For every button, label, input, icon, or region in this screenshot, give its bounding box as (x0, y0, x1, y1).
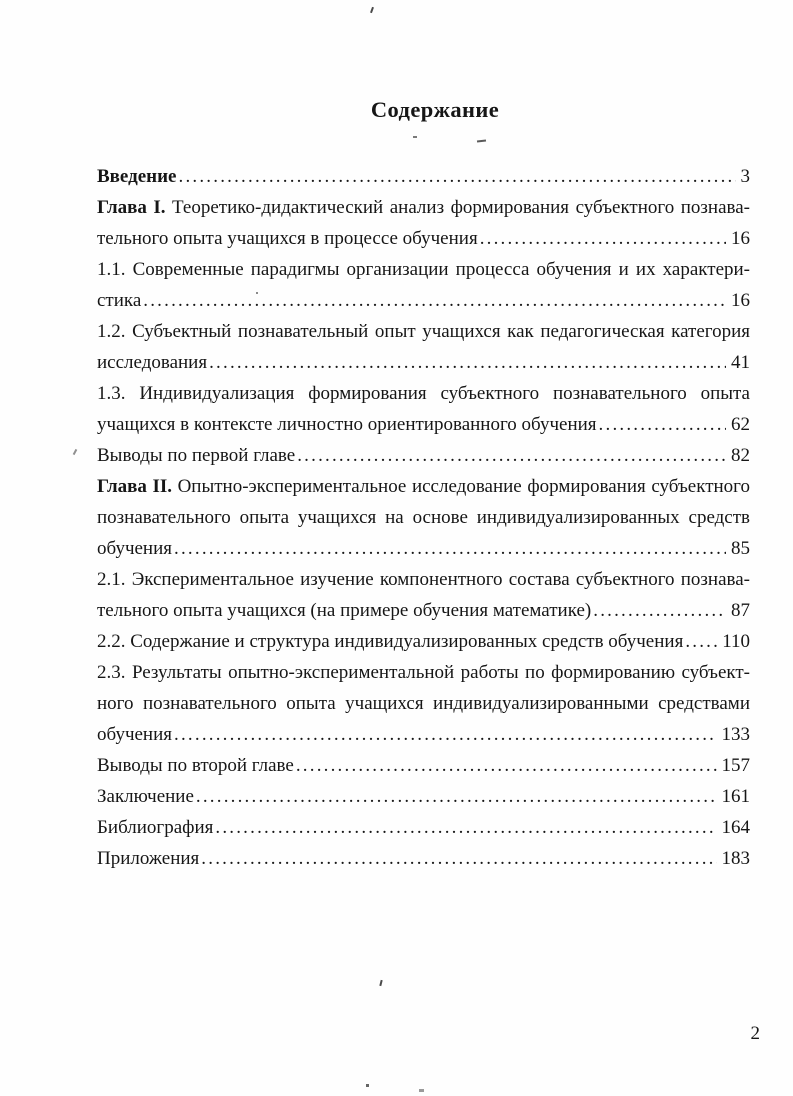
toc-label: Приложения (97, 848, 200, 869)
toc-label: Заключение (97, 786, 194, 807)
dot-leader (209, 347, 726, 378)
toc-line (97, 595, 750, 626)
toc-list (97, 161, 750, 874)
dot-leader (179, 161, 736, 192)
toc-line (97, 223, 750, 254)
toc-entry (97, 316, 750, 378)
toc-label: 2.3. Результаты опытно-экспериментальной работы по формированию субъект- (97, 662, 750, 683)
toc-label: Выводы по первой главе (97, 445, 296, 466)
toc-page-ref: 82 (731, 445, 750, 466)
dot-leader (685, 626, 717, 657)
toc-line (97, 192, 750, 223)
dot-leader (296, 750, 717, 781)
toc-line (97, 812, 750, 843)
toc-line (97, 254, 750, 285)
toc-line (97, 409, 750, 440)
scan-artifact (366, 1084, 369, 1087)
scan-artifact (477, 139, 486, 142)
toc-entry (97, 471, 750, 564)
toc-page-ref: 16 (731, 290, 750, 311)
toc-entry (97, 750, 750, 781)
toc-label: Библиография (97, 817, 214, 838)
toc-label: ного познавательного опыта учащихся индивидуализированными средствами (97, 693, 750, 714)
toc-entry (97, 812, 750, 843)
toc-label: Глава I. Теоретико-дидактический анализ формирования субъектного познава- (97, 197, 750, 218)
dot-leader (196, 781, 717, 812)
toc-entry (97, 657, 750, 750)
toc-page-ref: 62 (731, 414, 750, 435)
toc-label: учащихся в контексте личностно ориентированного обучения (97, 414, 597, 435)
scan-artifact (73, 449, 78, 455)
toc-line (97, 502, 750, 533)
toc-label: обучения (97, 538, 173, 559)
toc-line (97, 471, 750, 502)
dot-leader (215, 812, 716, 843)
dot-leader (599, 409, 726, 440)
toc-label: стика (97, 290, 142, 311)
dot-leader (480, 223, 726, 254)
toc-page-ref: 133 (721, 724, 750, 745)
toc-line (97, 564, 750, 595)
page-number: 2 (750, 1023, 760, 1044)
toc-page-ref: 157 (721, 755, 750, 776)
toc-label: 2.1. Экспериментальное изучение компонентного состава субъектного познава- (97, 569, 750, 590)
dot-leader (143, 285, 726, 316)
toc-entry (97, 192, 750, 254)
dot-leader (174, 719, 716, 750)
toc-line (97, 440, 750, 471)
dot-leader (297, 440, 726, 471)
dot-leader (593, 595, 726, 626)
scan-artifact (370, 7, 374, 13)
toc-label: тельного опыта учащихся в процессе обучения (97, 228, 478, 249)
toc-label: Введение (97, 166, 177, 187)
toc-line (97, 657, 750, 688)
toc-line (97, 533, 750, 564)
toc-entry (97, 781, 750, 812)
toc-page-ref: 85 (731, 538, 750, 559)
toc-line (97, 781, 750, 812)
toc-label: 2.2. Содержание и структура индивидуализированных средств обучения (97, 631, 684, 652)
toc-label: обучения (97, 724, 173, 745)
toc-entry (97, 254, 750, 316)
toc-line (97, 626, 750, 657)
toc-page-ref: 164 (721, 817, 750, 838)
toc-line (97, 347, 750, 378)
toc-entry (97, 626, 750, 657)
scan-artifact (413, 136, 417, 138)
toc-entry (97, 161, 750, 192)
toc-entry (97, 843, 750, 874)
toc-line (97, 719, 750, 750)
toc-label: 1.3. Индивидуализация формирования субъектного познавательного опыта (97, 383, 750, 404)
page-title: Содержание (370, 97, 500, 122)
toc-line (97, 843, 750, 874)
toc-label: исследования (97, 352, 208, 373)
toc-page-ref: 41 (731, 352, 750, 373)
toc-line (97, 750, 750, 781)
toc-line (97, 378, 750, 409)
dot-leader (201, 843, 716, 874)
toc-label: познавательного опыта учащихся на основе индивидуализированных средств (97, 507, 750, 528)
toc-line (97, 285, 750, 316)
toc-page-ref: 16 (731, 228, 750, 249)
toc-line (97, 316, 750, 347)
toc-label: тельного опыта учащихся (на примере обучения математике) (97, 600, 592, 621)
scan-artifact (379, 980, 382, 986)
toc-entry (97, 564, 750, 626)
toc-entry (97, 378, 750, 440)
scan-artifact (419, 1089, 424, 1092)
toc-entry (97, 440, 750, 471)
toc-label: Глава II. Опытно-экспериментальное исследование формирования субъектного (97, 476, 750, 497)
toc-line (97, 688, 750, 719)
toc-label: 1.1. Современные парадигмы организации процесса обучения и их характери- (97, 259, 750, 280)
toc-page-ref: 3 (740, 166, 750, 187)
toc-page-ref: 161 (721, 786, 750, 807)
toc-page-ref: 110 (722, 631, 750, 652)
dot-leader (174, 533, 726, 564)
toc-page-ref: 183 (721, 848, 750, 869)
toc-label: Выводы по второй главе (97, 755, 294, 776)
toc-page-ref: 87 (731, 600, 750, 621)
scan-artifact (256, 292, 258, 294)
toc-line (97, 161, 750, 192)
toc-label: 1.2. Субъектный познавательный опыт учащихся как педагогическая категория (97, 321, 750, 342)
